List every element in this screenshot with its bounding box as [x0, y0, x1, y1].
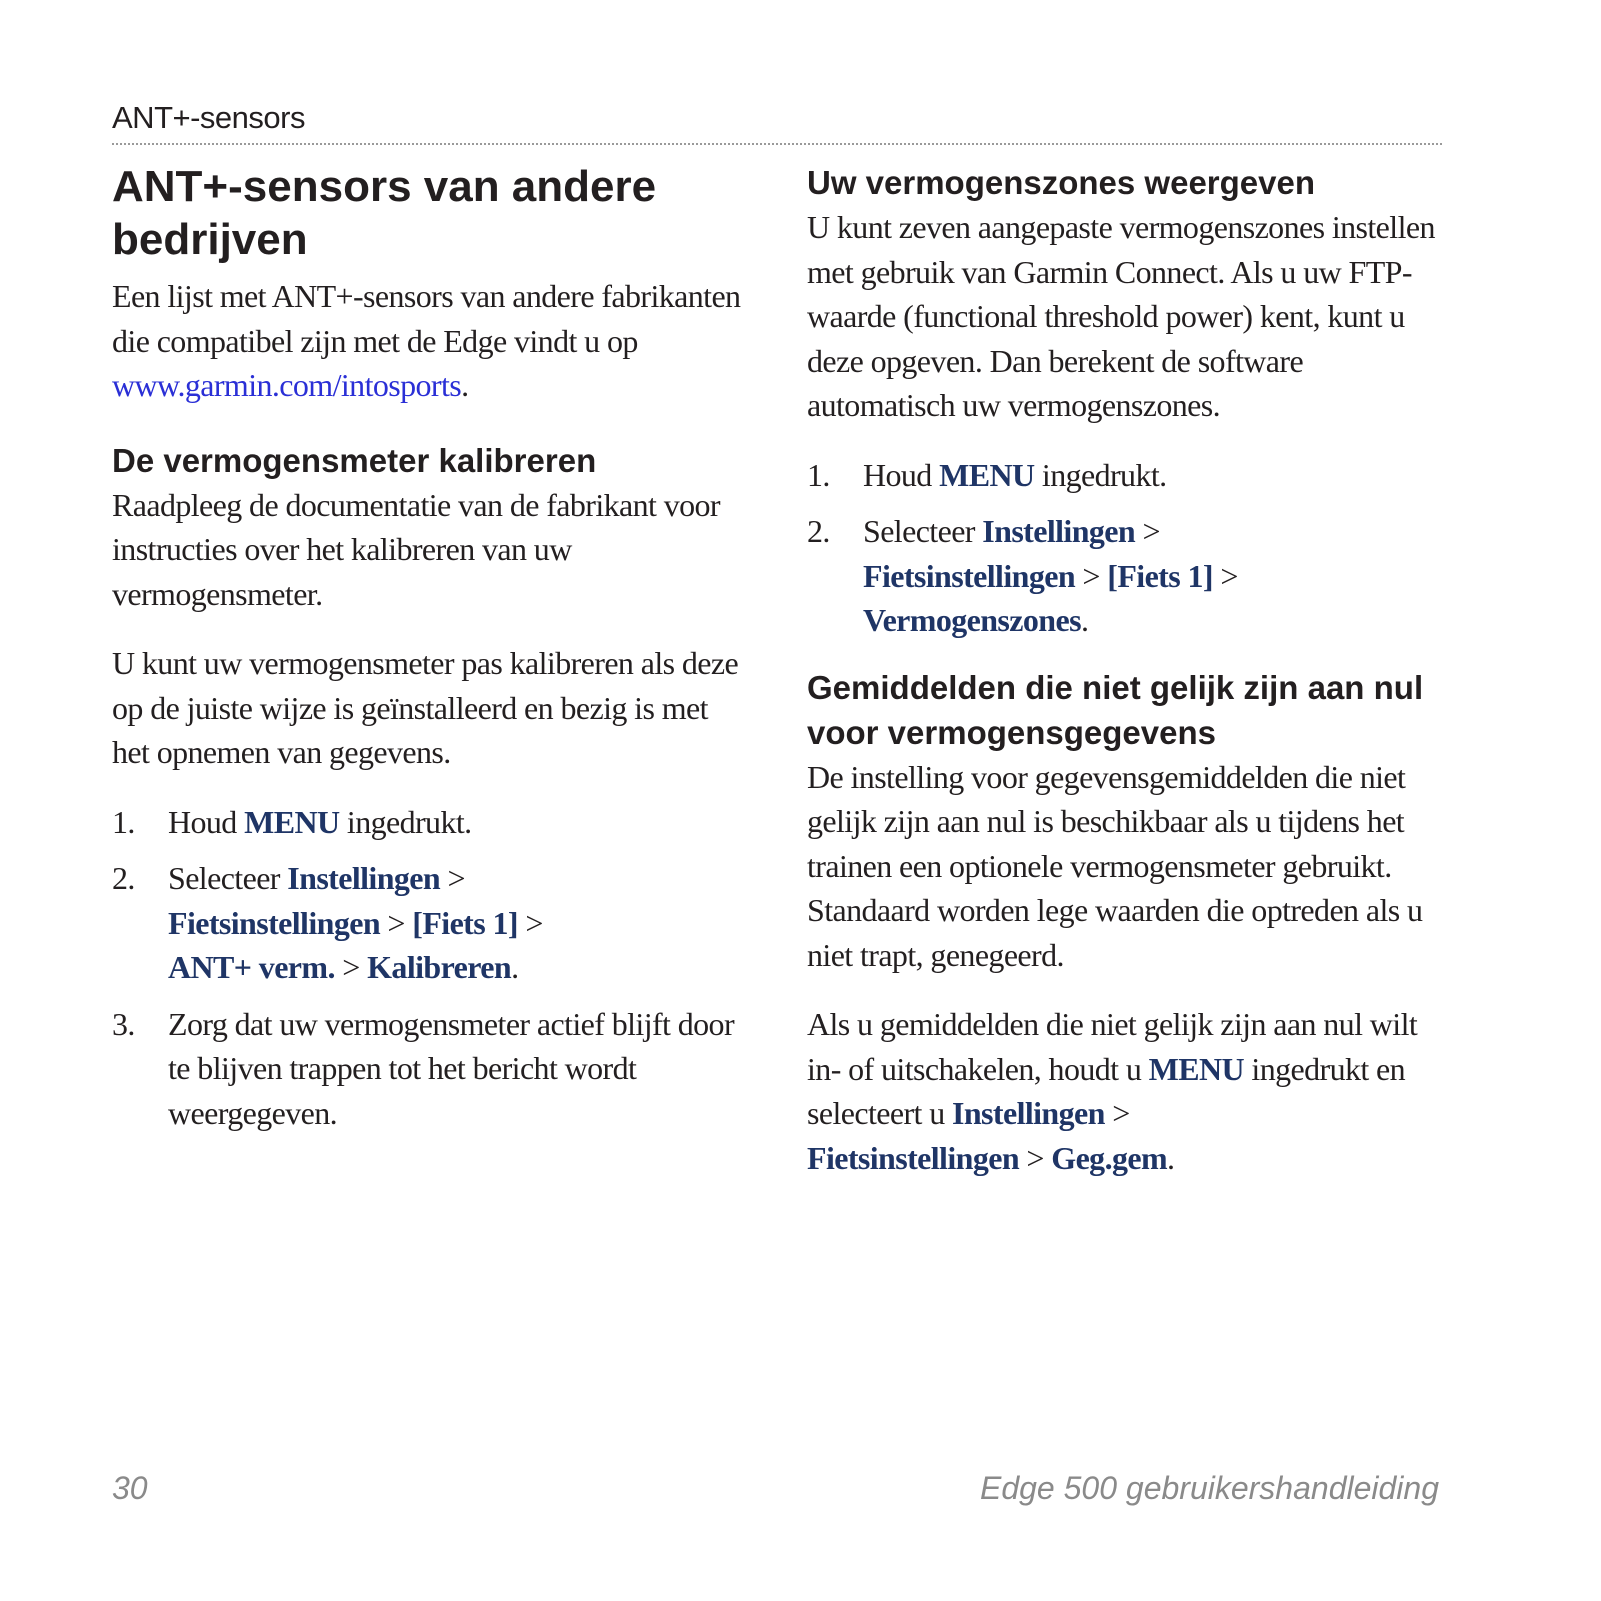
zones-heading: Uw vermogenszones weergeven — [807, 164, 1316, 201]
intro-paragraph: Een lijst met ANT+-sensors van andere fabrikanten die compatibel zijn met de Edge vindt u op www.garmin.com/intosports. — [112, 278, 741, 403]
calibrate-paragraph-2: U kunt uw vermogensmeter pas kalibreren als deze op de juiste wijze is geïnstalleerd en bezig is met het opnemen van gegevens. — [112, 645, 739, 770]
intosports-link[interactable]: www.garmin.com/intosports — [112, 367, 462, 403]
zones-paragraph: U kunt zeven aangepaste vermogenszones instellen met gebruik van Garmin Connect. Als u uw FTP-waarde (functional threshold power) kent, kunt u deze opgeven. Dan berekent de software automatisch uw vermogenszones. — [807, 209, 1435, 423]
page-number: 30 — [112, 1470, 148, 1506]
list-item: 2. Selecteer Instellingen > Fietsinstellingen > [Fiets 1] > Vermogenszones. — [807, 513, 1238, 638]
running-header: ANT+-sensors — [112, 100, 305, 135]
list-item: 2. Selecteer Instellingen > Fietsinstellingen > [Fiets 1] > ANT+ verm. > Kalibreren. — [112, 860, 543, 985]
header-divider — [112, 143, 1442, 145]
calibrate-paragraph-1: Raadpleeg de documentatie van de fabrikant voor instructies over het kalibreren van uw vermogensmeter. — [112, 486, 720, 612]
calibrate-heading: De vermogensmeter kalibreren — [112, 441, 597, 479]
list-item: 3. Zorg dat uw vermogensmeter actief blijft door te blijven trappen tot het bericht wordt weergegeven. — [112, 1005, 735, 1131]
averages-paragraph-2: Als u gemiddelden die niet gelijk zijn aan nul wilt in- of uitschakelen, houdt u MENU ingedrukt en selecteert u Instellingen > Fietsinstellingen > Geg.gem. — [807, 1006, 1418, 1176]
averages-heading: Gemiddelden die niet gelijk zijn aan nul voor vermogensgegevens — [807, 668, 1424, 751]
menu-key-label: MENU — [244, 803, 340, 840]
list-item: 1. Houd MENU ingedrukt. — [112, 803, 472, 840]
left-column — [112, 160, 752, 1147]
right-column — [807, 160, 1437, 1180]
calibrate-steps — [112, 800, 752, 1136]
list-item: 1. Houd MENU ingedrukt. — [807, 456, 1167, 493]
zones-steps — [807, 453, 1437, 643]
manual-title: Edge 500 gebruikershandleiding — [979, 1470, 1439, 1506]
page-title: ANT+-sensors van andere bedrijven — [112, 162, 657, 264]
averages-paragraph-1: De instelling voor gegevensgemiddelden die niet gelijk zijn aan nul is beschikbaar als u tijdens het trainen een optionele vermogensmeter gebruikt. Standaard worden lege waarden die optreden als u niet trapt, genegeerd. — [807, 758, 1423, 973]
